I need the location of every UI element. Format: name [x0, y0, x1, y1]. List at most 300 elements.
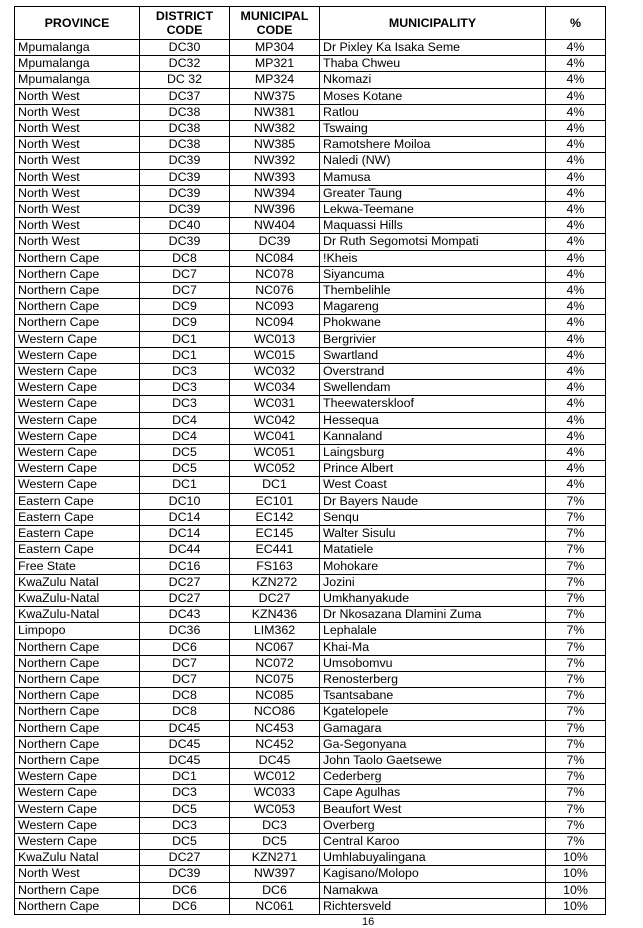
cell-province: Western Cape [15, 364, 140, 380]
cell-district-code: DC43 [140, 607, 230, 623]
cell-percent: 7% [546, 558, 606, 574]
cell-percent: 4% [546, 299, 606, 315]
cell-district-code: DC39 [140, 234, 230, 250]
cell-district-code: DC1 [140, 347, 230, 363]
cell-municipal-code: DC6 [230, 882, 320, 898]
cell-municipality: Moses Kotane [320, 88, 546, 104]
table-row [15, 752, 606, 768]
cell-municipal-code: NW396 [230, 202, 320, 218]
cell-province: Western Cape [15, 461, 140, 477]
cell-municipality: Greater Taung [320, 185, 546, 201]
cell-province: Mpumalanga [15, 72, 140, 88]
cell-district-code: DC9 [140, 315, 230, 331]
cell-province: Western Cape [15, 428, 140, 444]
cell-district-code: DC27 [140, 590, 230, 606]
cell-district-code: DC7 [140, 283, 230, 299]
cell-municipality: Swellendam [320, 380, 546, 396]
cell-percent: 4% [546, 380, 606, 396]
table-row [15, 218, 606, 234]
header-province: PROVINCE [15, 7, 140, 40]
cell-district-code: DC6 [140, 882, 230, 898]
cell-percent: 7% [546, 509, 606, 525]
cell-district-code: DC3 [140, 785, 230, 801]
cell-municipality: Phokwane [320, 315, 546, 331]
cell-province: Western Cape [15, 801, 140, 817]
table-row [15, 558, 606, 574]
cell-province: North West [15, 866, 140, 882]
cell-province: Eastern Cape [15, 509, 140, 525]
cell-percent: 4% [546, 461, 606, 477]
table-row [15, 202, 606, 218]
cell-municipal-code: NW404 [230, 218, 320, 234]
cell-district-code: DC1 [140, 769, 230, 785]
cell-municipality: Bergrivier [320, 331, 546, 347]
cell-municipal-code: DC5 [230, 833, 320, 849]
cell-municipality: Kgatelopele [320, 704, 546, 720]
cell-municipal-code: NC076 [230, 283, 320, 299]
table-row [15, 169, 606, 185]
table-row [15, 542, 606, 558]
cell-municipality: Siyancuma [320, 266, 546, 282]
cell-municipality: Cape Agulhas [320, 785, 546, 801]
cell-percent: 4% [546, 218, 606, 234]
cell-percent: 4% [546, 283, 606, 299]
cell-province: Western Cape [15, 477, 140, 493]
cell-percent: 4% [546, 202, 606, 218]
table-row [15, 137, 606, 153]
cell-province: North West [15, 202, 140, 218]
table-row [15, 396, 606, 412]
cell-municipal-code: DC1 [230, 477, 320, 493]
cell-municipal-code: DC3 [230, 817, 320, 833]
cell-municipality: John Taolo Gaetsewe [320, 752, 546, 768]
cell-percent: 4% [546, 428, 606, 444]
cell-municipality: Richtersveld [320, 898, 546, 914]
cell-municipal-code: NW382 [230, 121, 320, 137]
cell-percent: 7% [546, 671, 606, 687]
cell-municipal-code: NC453 [230, 720, 320, 736]
cell-municipal-code: NW392 [230, 153, 320, 169]
cell-municipality: Cederberg [320, 769, 546, 785]
cell-percent: 7% [546, 607, 606, 623]
cell-municipality: Laingsburg [320, 445, 546, 461]
cell-municipality: Lephalale [320, 623, 546, 639]
cell-municipality: Dr Ruth Segomotsi Mompati [320, 234, 546, 250]
cell-municipal-code: NC075 [230, 671, 320, 687]
cell-province: Western Cape [15, 445, 140, 461]
cell-district-code: DC36 [140, 623, 230, 639]
cell-percent: 4% [546, 315, 606, 331]
cell-province: Northern Cape [15, 283, 140, 299]
cell-municipality: Kannaland [320, 428, 546, 444]
cell-district-code: DC30 [140, 40, 230, 56]
cell-municipal-code: WC052 [230, 461, 320, 477]
cell-municipality: Thembelihle [320, 283, 546, 299]
table-row [15, 817, 606, 833]
cell-municipal-code: NW394 [230, 185, 320, 201]
cell-province: Free State [15, 558, 140, 574]
cell-municipal-code: WC041 [230, 428, 320, 444]
cell-district-code: DC5 [140, 801, 230, 817]
cell-municipal-code: NW381 [230, 104, 320, 120]
cell-municipal-code: NC067 [230, 639, 320, 655]
cell-municipality: Maquassi Hills [320, 218, 546, 234]
header-municipal-code: MUNICIPAL CODE [230, 7, 320, 40]
cell-province: Western Cape [15, 833, 140, 849]
cell-province: KwaZulu-Natal [15, 590, 140, 606]
cell-percent: 7% [546, 704, 606, 720]
cell-district-code: DC4 [140, 412, 230, 428]
cell-municipality: !Kheis [320, 250, 546, 266]
cell-municipal-code: NC061 [230, 898, 320, 914]
table-row [15, 299, 606, 315]
cell-district-code: DC32 [140, 56, 230, 72]
cell-percent: 4% [546, 234, 606, 250]
cell-district-code: DC6 [140, 898, 230, 914]
cell-district-code: DC38 [140, 121, 230, 137]
cell-municipal-code: WC034 [230, 380, 320, 396]
cell-municipality: Umsobomvu [320, 655, 546, 671]
table-row [15, 801, 606, 817]
table-row [15, 574, 606, 590]
cell-municipal-code: EC441 [230, 542, 320, 558]
cell-percent: 7% [546, 801, 606, 817]
header-percent: % [546, 7, 606, 40]
cell-district-code: DC3 [140, 817, 230, 833]
cell-percent: 4% [546, 347, 606, 363]
cell-percent: 7% [546, 590, 606, 606]
cell-province: Northern Cape [15, 736, 140, 752]
table-row [15, 526, 606, 542]
cell-percent: 7% [546, 785, 606, 801]
table-row [15, 461, 606, 477]
cell-province: Northern Cape [15, 752, 140, 768]
cell-municipal-code: KZN271 [230, 850, 320, 866]
cell-province: KwaZulu Natal [15, 850, 140, 866]
table-row [15, 185, 606, 201]
cell-district-code: DC8 [140, 250, 230, 266]
cell-province: Northern Cape [15, 250, 140, 266]
cell-municipal-code: MP304 [230, 40, 320, 56]
cell-province: Northern Cape [15, 688, 140, 704]
cell-municipal-code: NC093 [230, 299, 320, 315]
table-row [15, 882, 606, 898]
table-row [15, 283, 606, 299]
cell-district-code: DC 32 [140, 72, 230, 88]
cell-province: Western Cape [15, 785, 140, 801]
table-row [15, 250, 606, 266]
cell-district-code: DC45 [140, 720, 230, 736]
cell-municipality: Dr Bayers Naude [320, 493, 546, 509]
table-row [15, 153, 606, 169]
cell-municipal-code: EC145 [230, 526, 320, 542]
cell-municipal-code: NCO86 [230, 704, 320, 720]
cell-municipal-code: NC072 [230, 655, 320, 671]
cell-municipal-code: NW397 [230, 866, 320, 882]
cell-municipal-code: MP324 [230, 72, 320, 88]
cell-district-code: DC45 [140, 752, 230, 768]
cell-municipality: Hessequa [320, 412, 546, 428]
table-row [15, 380, 606, 396]
cell-district-code: DC9 [140, 299, 230, 315]
cell-percent: 4% [546, 137, 606, 153]
cell-district-code: DC44 [140, 542, 230, 558]
municipality-table [14, 6, 606, 915]
cell-municipal-code: WC015 [230, 347, 320, 363]
table-row [15, 493, 606, 509]
cell-district-code: DC5 [140, 833, 230, 849]
table-row [15, 785, 606, 801]
cell-province: Western Cape [15, 380, 140, 396]
cell-municipal-code: MP321 [230, 56, 320, 72]
cell-municipal-code: KZN272 [230, 574, 320, 590]
page-number: 16 [362, 916, 375, 928]
cell-percent: 7% [546, 655, 606, 671]
cell-province: Eastern Cape [15, 542, 140, 558]
cell-municipality: Tsantsabane [320, 688, 546, 704]
table-row [15, 623, 606, 639]
cell-percent: 7% [546, 623, 606, 639]
cell-municipality: Overstrand [320, 364, 546, 380]
table-row [15, 56, 606, 72]
cell-municipality: Mamusa [320, 169, 546, 185]
cell-municipality: Namakwa [320, 882, 546, 898]
cell-municipal-code: EC101 [230, 493, 320, 509]
table-row [15, 655, 606, 671]
cell-municipality: Ga-Segonyana [320, 736, 546, 752]
cell-province: Northern Cape [15, 720, 140, 736]
table-row [15, 104, 606, 120]
cell-municipal-code: NW375 [230, 88, 320, 104]
cell-percent: 4% [546, 40, 606, 56]
cell-province: Northern Cape [15, 639, 140, 655]
cell-district-code: DC38 [140, 104, 230, 120]
cell-percent: 7% [546, 817, 606, 833]
cell-province: Northern Cape [15, 299, 140, 315]
cell-municipality: Mohokare [320, 558, 546, 574]
table-row [15, 347, 606, 363]
cell-percent: 10% [546, 898, 606, 914]
cell-percent: 7% [546, 526, 606, 542]
cell-municipality: Prince Albert [320, 461, 546, 477]
cell-municipality: Naledi (NW) [320, 153, 546, 169]
cell-province: Western Cape [15, 412, 140, 428]
cell-percent: 7% [546, 720, 606, 736]
cell-district-code: DC4 [140, 428, 230, 444]
cell-municipality: Walter Sisulu [320, 526, 546, 542]
cell-percent: 4% [546, 88, 606, 104]
cell-province: Northern Cape [15, 266, 140, 282]
cell-province: Mpumalanga [15, 40, 140, 56]
cell-percent: 4% [546, 250, 606, 266]
cell-district-code: DC27 [140, 850, 230, 866]
cell-municipality: Theewaterskloof [320, 396, 546, 412]
cell-percent: 4% [546, 121, 606, 137]
cell-district-code: DC45 [140, 736, 230, 752]
cell-municipal-code: WC053 [230, 801, 320, 817]
cell-percent: 4% [546, 153, 606, 169]
cell-province: North West [15, 185, 140, 201]
cell-province: Western Cape [15, 769, 140, 785]
cell-municipal-code: WC051 [230, 445, 320, 461]
cell-province: Eastern Cape [15, 493, 140, 509]
cell-percent: 4% [546, 412, 606, 428]
cell-district-code: DC3 [140, 396, 230, 412]
cell-district-code: DC39 [140, 202, 230, 218]
cell-municipal-code: NC085 [230, 688, 320, 704]
table-row [15, 509, 606, 525]
cell-percent: 4% [546, 266, 606, 282]
cell-province: KwaZulu-Natal [15, 607, 140, 623]
cell-district-code: DC6 [140, 639, 230, 655]
cell-percent: 4% [546, 185, 606, 201]
cell-district-code: DC5 [140, 445, 230, 461]
cell-municipality: Umkhanyakude [320, 590, 546, 606]
table-row [15, 607, 606, 623]
cell-municipal-code: WC042 [230, 412, 320, 428]
cell-province: North West [15, 121, 140, 137]
cell-municipality: Overberg [320, 817, 546, 833]
cell-municipal-code: DC45 [230, 752, 320, 768]
table-row [15, 331, 606, 347]
cell-municipality: Renosterberg [320, 671, 546, 687]
cell-province: Northern Cape [15, 704, 140, 720]
table-row [15, 720, 606, 736]
cell-percent: 7% [546, 639, 606, 655]
cell-municipality: Umhlabuyalingana [320, 850, 546, 866]
cell-municipal-code: WC031 [230, 396, 320, 412]
table-row [15, 866, 606, 882]
cell-district-code: DC3 [140, 380, 230, 396]
cell-district-code: DC7 [140, 671, 230, 687]
cell-province: Northern Cape [15, 671, 140, 687]
cell-province: Northern Cape [15, 898, 140, 914]
cell-percent: 10% [546, 882, 606, 898]
cell-district-code: DC1 [140, 477, 230, 493]
header-row [15, 7, 606, 40]
table-row [15, 477, 606, 493]
cell-municipal-code: NW393 [230, 169, 320, 185]
cell-province: Northern Cape [15, 315, 140, 331]
cell-district-code: DC40 [140, 218, 230, 234]
cell-province: Eastern Cape [15, 526, 140, 542]
cell-municipality: Khai-Ma [320, 639, 546, 655]
table-row [15, 704, 606, 720]
table-row [15, 736, 606, 752]
cell-percent: 7% [546, 833, 606, 849]
cell-percent: 7% [546, 493, 606, 509]
cell-district-code: DC1 [140, 331, 230, 347]
cell-province: Mpumalanga [15, 56, 140, 72]
cell-municipality: Ratlou [320, 104, 546, 120]
cell-province: North West [15, 104, 140, 120]
cell-municipal-code: DC39 [230, 234, 320, 250]
cell-percent: 7% [546, 769, 606, 785]
cell-municipal-code: NC084 [230, 250, 320, 266]
cell-municipality: Beaufort West [320, 801, 546, 817]
cell-municipal-code: WC033 [230, 785, 320, 801]
cell-district-code: DC14 [140, 509, 230, 525]
cell-district-code: DC38 [140, 137, 230, 153]
cell-district-code: DC39 [140, 153, 230, 169]
cell-province: Western Cape [15, 396, 140, 412]
cell-province: North West [15, 88, 140, 104]
cell-province: North West [15, 137, 140, 153]
table-row [15, 364, 606, 380]
cell-percent: 4% [546, 445, 606, 461]
table-row [15, 412, 606, 428]
table-row [15, 72, 606, 88]
cell-percent: 10% [546, 850, 606, 866]
cell-percent: 4% [546, 56, 606, 72]
table-row [15, 833, 606, 849]
cell-percent: 4% [546, 396, 606, 412]
cell-municipality: Dr Pixley Ka Isaka Seme [320, 40, 546, 56]
cell-province: KwaZulu Natal [15, 574, 140, 590]
table-row [15, 850, 606, 866]
cell-municipal-code: KZN436 [230, 607, 320, 623]
cell-province: North West [15, 234, 140, 250]
table-row [15, 769, 606, 785]
table-row [15, 266, 606, 282]
cell-province: Western Cape [15, 817, 140, 833]
cell-district-code: DC5 [140, 461, 230, 477]
cell-district-code: DC27 [140, 574, 230, 590]
cell-municipal-code: WC032 [230, 364, 320, 380]
cell-district-code: DC8 [140, 688, 230, 704]
cell-percent: 7% [546, 688, 606, 704]
cell-percent: 4% [546, 72, 606, 88]
cell-province: Northern Cape [15, 655, 140, 671]
cell-district-code: DC10 [140, 493, 230, 509]
cell-municipal-code: EC142 [230, 509, 320, 525]
cell-province: North West [15, 218, 140, 234]
cell-district-code: DC39 [140, 866, 230, 882]
cell-percent: 4% [546, 477, 606, 493]
cell-province: Northern Cape [15, 882, 140, 898]
table-row [15, 315, 606, 331]
cell-province: Western Cape [15, 347, 140, 363]
cell-municipality: Swartland [320, 347, 546, 363]
cell-percent: 7% [546, 542, 606, 558]
cell-district-code: DC14 [140, 526, 230, 542]
cell-percent: 4% [546, 169, 606, 185]
table-row [15, 428, 606, 444]
table-row [15, 40, 606, 56]
cell-municipality: Nkomazi [320, 72, 546, 88]
cell-municipal-code: LIM362 [230, 623, 320, 639]
table-row [15, 590, 606, 606]
cell-municipality: Central Karoo [320, 833, 546, 849]
cell-district-code: DC8 [140, 704, 230, 720]
cell-district-code: DC3 [140, 364, 230, 380]
header-municipality: MUNICIPALITY [320, 7, 546, 40]
cell-province: North West [15, 153, 140, 169]
cell-percent: 4% [546, 331, 606, 347]
table-row [15, 671, 606, 687]
cell-district-code: DC37 [140, 88, 230, 104]
table-row [15, 898, 606, 914]
table-row [15, 445, 606, 461]
cell-municipality: Thaba Chweu [320, 56, 546, 72]
cell-percent: 4% [546, 364, 606, 380]
cell-municipality: Magareng [320, 299, 546, 315]
cell-municipal-code: NC452 [230, 736, 320, 752]
cell-district-code: DC39 [140, 185, 230, 201]
cell-municipality: Kagisano/Molopo [320, 866, 546, 882]
cell-municipality: West Coast [320, 477, 546, 493]
table-row [15, 121, 606, 137]
